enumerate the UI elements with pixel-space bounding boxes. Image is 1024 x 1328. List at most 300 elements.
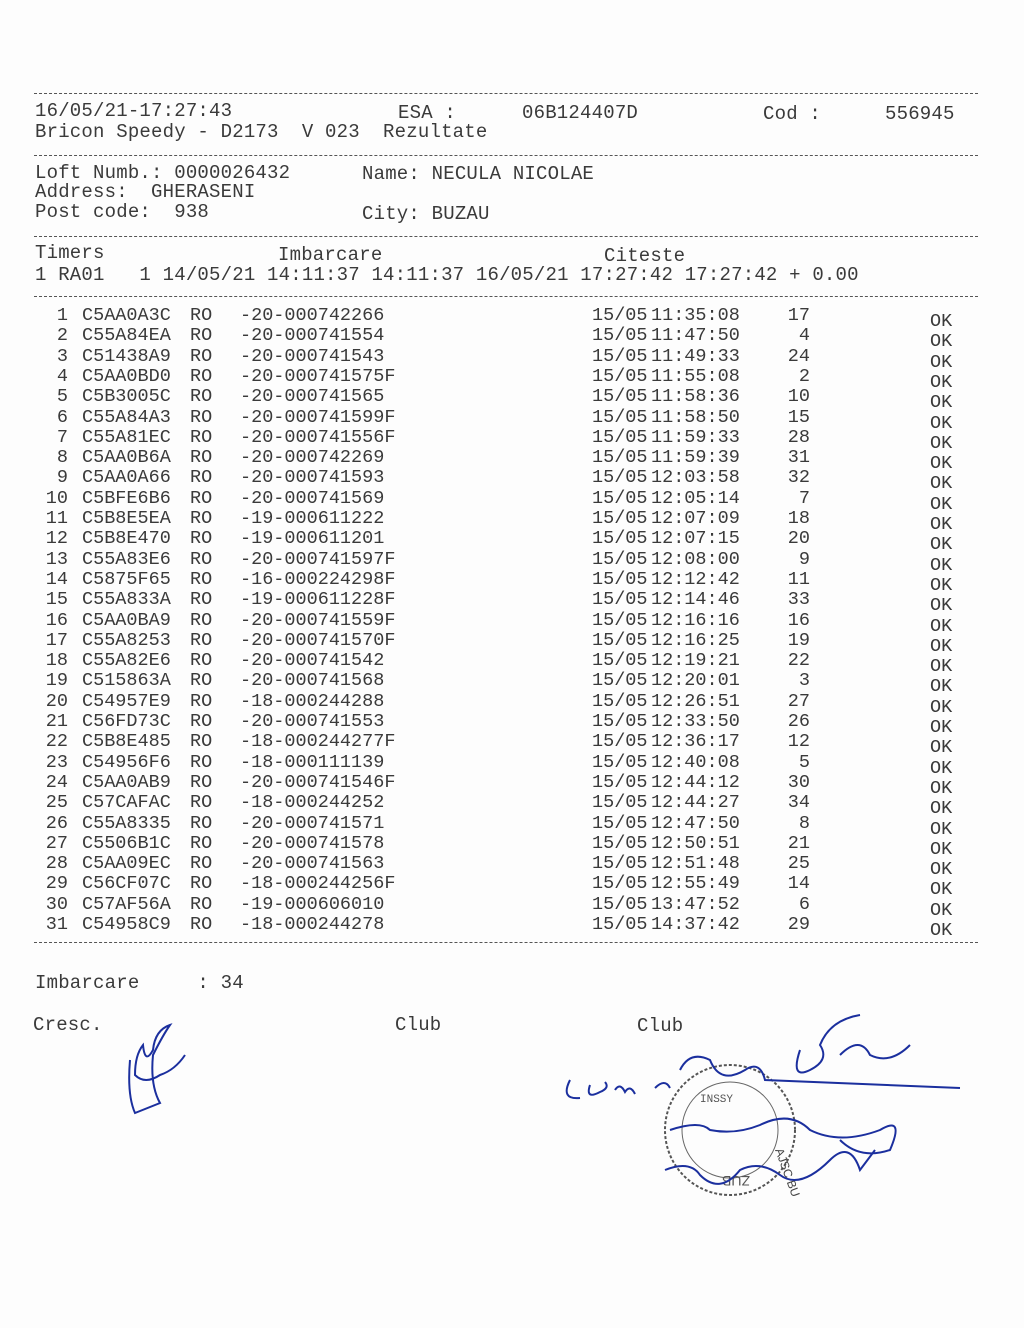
status: OK — [930, 818, 953, 840]
row-number: 26 — [45, 812, 68, 834]
basket-position: 34 — [787, 792, 810, 814]
table-row — [0, 568, 1024, 596]
cod-label: Cod : — [763, 103, 822, 125]
ring-chip-id: C55A833A — [82, 589, 171, 611]
ring-number: -20-000741575F — [240, 365, 396, 387]
ring-number: -18-000111139 — [240, 751, 385, 773]
arrival-date: 15/05 — [592, 528, 648, 550]
ring-number: -20-000741546F — [240, 771, 396, 793]
ring-chip-id: C5AA0BA9 — [82, 609, 171, 631]
divider — [34, 236, 978, 237]
ring-number: -16-000224298F — [240, 568, 396, 590]
country-code: RO — [190, 751, 213, 773]
esa-label: ESA : — [398, 102, 457, 124]
ring-number: -20-000741571 — [240, 812, 385, 834]
ring-number: -20-000742269 — [240, 447, 385, 469]
arrival-time: 12:14:46 — [651, 589, 740, 611]
arrival-date: 15/05 — [592, 812, 648, 834]
country-code: RO — [190, 406, 213, 428]
country-code: RO — [190, 487, 213, 509]
basket-position: 31 — [787, 447, 810, 469]
arrival-date: 15/05 — [592, 325, 648, 347]
basket-position: 3 — [798, 670, 810, 692]
ring-chip-id: C54957E9 — [82, 690, 171, 712]
status: OK — [930, 798, 953, 820]
country-code: RO — [190, 832, 213, 854]
row-number: 10 — [45, 487, 68, 509]
timer-line: 1 RA01 1 14/05/21 14:11:37 14:11:37 16/05/21 17:27:42 17:27:42 + 0.00 — [35, 264, 859, 286]
status: OK — [930, 656, 953, 678]
ring-number: -20-000741597F — [240, 548, 396, 570]
ring-number: -20-000741568 — [240, 670, 385, 692]
basket-position: 15 — [787, 406, 810, 428]
row-number: 27 — [45, 832, 68, 854]
arrival-time: 12:05:14 — [651, 487, 740, 509]
arrival-time: 11:35:08 — [651, 305, 740, 326]
basket-position: 18 — [787, 508, 810, 529]
status: OK — [930, 412, 953, 434]
ring-chip-id: C515863A — [82, 670, 171, 692]
arrival-time: 12:50:51 — [651, 832, 740, 854]
table-row — [0, 508, 1024, 535]
basket-position: 10 — [787, 386, 810, 408]
country-code: RO — [190, 629, 213, 651]
table-row — [0, 853, 1024, 881]
row-number: 30 — [45, 893, 68, 915]
ring-number: -19-000611228F — [240, 589, 396, 611]
status: OK — [930, 534, 953, 556]
basket-position: 26 — [787, 711, 810, 732]
divider — [34, 155, 978, 156]
arrival-date: 15/05 — [592, 386, 648, 408]
status: OK — [930, 554, 953, 576]
status: OK — [930, 311, 953, 332]
breeder-signature — [115, 1015, 195, 1125]
timers-header: Timers — [35, 242, 105, 264]
address: Address: GHERASENI — [35, 181, 256, 203]
arrival-date: 15/05 — [592, 751, 648, 773]
basket-position: 21 — [787, 832, 810, 854]
imbarcare-header: Imbarcare — [278, 244, 383, 266]
country-code: RO — [190, 548, 213, 570]
country-code: RO — [190, 812, 213, 834]
table-row — [0, 690, 1024, 718]
country-code: RO — [190, 467, 213, 489]
ring-number: -18-000244288 — [240, 690, 385, 712]
ring-chip-id: C56FD73C — [82, 711, 171, 732]
country-code: RO — [190, 386, 213, 408]
basket-position: 33 — [787, 589, 810, 611]
arrival-time: 12:08:00 — [651, 548, 740, 570]
arrival-date: 15/05 — [592, 832, 648, 854]
country-code: RO — [190, 690, 213, 712]
ring-chip-id: C5BFE6B6 — [82, 487, 171, 509]
ring-number: -20-000741578 — [240, 832, 385, 854]
table-row — [0, 873, 1024, 901]
arrival-time: 12:40:08 — [651, 751, 740, 773]
ring-chip-id: C55A83E6 — [82, 548, 171, 570]
arrival-date: 15/05 — [592, 690, 648, 712]
ring-number: -20-000741542 — [240, 650, 385, 672]
ring-chip-id: C5AA0A66 — [82, 467, 171, 489]
table-row — [0, 751, 1024, 779]
ring-number: -18-000244278 — [240, 914, 385, 935]
ring-chip-id: C5506B1C — [82, 832, 171, 854]
country-code: RO — [190, 305, 213, 326]
row-number: 23 — [45, 751, 68, 773]
ring-number: -19-000606010 — [240, 893, 385, 915]
ring-chip-id: C55A84A3 — [82, 406, 171, 428]
country-code: RO — [190, 771, 213, 793]
arrival-time: 12:44:12 — [651, 771, 740, 793]
status: OK — [930, 879, 953, 901]
table-row — [0, 426, 1024, 454]
status: OK — [930, 717, 953, 738]
cresc-label: Cresc. — [33, 1014, 103, 1036]
table-row — [0, 589, 1024, 617]
ring-chip-id: C5AA0AB9 — [82, 771, 171, 793]
table-row — [0, 609, 1024, 637]
country-code: RO — [190, 914, 213, 935]
arrival-time: 12:55:49 — [651, 873, 740, 895]
basket-position: 27 — [787, 690, 810, 712]
ring-chip-id: C55A8253 — [82, 629, 171, 651]
ring-number: -20-000741563 — [240, 853, 385, 875]
print-datetime: 16/05/21-17:27:43 — [35, 100, 233, 122]
svg-text:AJSC BU: AJSC BU — [772, 1146, 803, 1199]
cod-value: 556945 — [885, 103, 955, 125]
ring-number: -20-000741599F — [240, 406, 396, 428]
arrival-date: 15/05 — [592, 914, 648, 935]
table-row — [0, 386, 1024, 414]
basket-position: 32 — [787, 467, 810, 489]
country-code: RO — [190, 650, 213, 672]
arrival-time: 12:44:27 — [651, 792, 740, 814]
status: OK — [930, 473, 953, 495]
arrival-date: 15/05 — [592, 345, 648, 367]
table-row — [0, 914, 1024, 941]
stamp-text: INSSY — [700, 1094, 734, 1106]
ring-chip-id: C5875F65 — [82, 568, 171, 590]
ring-number: -20-000741559F — [240, 609, 396, 631]
basket-position: 11 — [787, 568, 810, 590]
country-code: RO — [190, 447, 213, 469]
ring-number: -20-000741570F — [240, 629, 396, 651]
row-number: 9 — [56, 467, 68, 489]
country-code: RO — [190, 711, 213, 732]
arrival-time: 12:16:25 — [651, 629, 740, 651]
arrival-time: 12:36:17 — [651, 731, 740, 753]
status: OK — [930, 493, 953, 515]
row-number: 21 — [45, 711, 68, 732]
arrival-time: 12:03:58 — [651, 467, 740, 489]
table-row — [0, 650, 1024, 678]
table-row — [0, 305, 1024, 332]
esa-value: 06B124407D — [522, 102, 639, 124]
status: OK — [930, 615, 953, 637]
row-number: 29 — [45, 873, 68, 895]
status: OK — [930, 859, 953, 881]
status: OK — [930, 574, 953, 596]
status: OK — [930, 635, 953, 657]
row-number: 22 — [45, 731, 68, 753]
arrival-time: 11:49:33 — [651, 345, 740, 367]
arrival-date: 15/05 — [592, 426, 648, 448]
arrival-date: 15/05 — [592, 508, 648, 529]
row-number: 25 — [45, 792, 68, 814]
country-code: RO — [190, 365, 213, 387]
ring-number: -20-000741593 — [240, 467, 385, 489]
club-label-2: Club — [637, 1015, 684, 1037]
arrival-date: 15/05 — [592, 771, 648, 793]
status: OK — [930, 676, 953, 698]
arrival-time: 12:07:15 — [651, 528, 740, 550]
arrival-date: 15/05 — [592, 467, 648, 489]
arrival-time: 12:07:09 — [651, 508, 740, 529]
arrival-time: 11:59:39 — [651, 447, 740, 469]
basket-position: 2 — [798, 365, 810, 387]
table-row — [0, 812, 1024, 840]
ring-chip-id: C51438A9 — [82, 345, 171, 367]
ring-number: -20-000741553 — [240, 711, 385, 732]
country-code: RO — [190, 731, 213, 753]
row-number: 8 — [56, 447, 68, 469]
row-number: 20 — [45, 690, 68, 712]
table-row — [0, 325, 1024, 353]
ring-number: -19-000611222 — [240, 508, 385, 529]
arrival-time: 12:47:50 — [651, 812, 740, 834]
ring-chip-id: C57AF56A — [82, 893, 171, 915]
basket-position: 28 — [787, 426, 810, 448]
country-code: RO — [190, 873, 213, 895]
arrival-date: 15/05 — [592, 406, 648, 428]
status: OK — [930, 371, 953, 393]
status: OK — [930, 899, 953, 921]
ring-chip-id: C5AA0BD0 — [82, 365, 171, 387]
arrival-time: 12:51:48 — [651, 853, 740, 875]
table-row — [0, 893, 1024, 921]
divider — [34, 296, 978, 297]
ring-number: -18-000244252 — [240, 792, 385, 814]
arrival-time: 11:59:33 — [651, 426, 740, 448]
country-code: RO — [190, 670, 213, 692]
table-row — [0, 467, 1024, 495]
arrival-date: 15/05 — [592, 731, 648, 753]
ring-number: -20-000741543 — [240, 345, 385, 367]
basket-position: 6 — [798, 893, 810, 915]
table-row — [0, 731, 1024, 759]
city: City: BUZAU — [362, 203, 490, 225]
basket-position: 19 — [787, 629, 810, 651]
status: OK — [930, 595, 953, 617]
row-number: 17 — [45, 629, 68, 651]
country-code: RO — [190, 589, 213, 611]
row-number: 12 — [45, 528, 68, 550]
table-row — [0, 711, 1024, 738]
ring-chip-id: C57CAFAC — [82, 792, 171, 814]
table-row — [0, 528, 1024, 556]
basket-position: 25 — [787, 853, 810, 875]
ring-chip-id: C54956F6 — [82, 751, 171, 773]
row-number: 7 — [56, 426, 68, 448]
basket-position: 24 — [787, 345, 810, 367]
country-code: RO — [190, 893, 213, 915]
basket-position: 22 — [787, 650, 810, 672]
row-number: 14 — [45, 568, 68, 590]
basket-position: 29 — [787, 914, 810, 935]
ring-number: -19-000611201 — [240, 528, 385, 550]
table-row — [0, 548, 1024, 576]
arrival-date: 15/05 — [592, 670, 648, 692]
table-row — [0, 792, 1024, 820]
status: OK — [930, 696, 953, 718]
arrival-time: 12:12:42 — [651, 568, 740, 590]
citeste-header: Citeste — [604, 245, 686, 267]
status: OK — [930, 737, 953, 759]
basket-position: 8 — [798, 812, 810, 834]
country-code: RO — [190, 792, 213, 814]
loft-number: Loft Numb.: 0000026432 — [35, 162, 291, 184]
arrival-time: 12:19:21 — [651, 650, 740, 672]
country-code: RO — [190, 528, 213, 550]
ring-chip-id: C5B8E470 — [82, 528, 171, 550]
country-code: RO — [190, 508, 213, 529]
row-number: 6 — [56, 406, 68, 428]
arrival-date: 15/05 — [592, 589, 648, 611]
divider — [34, 942, 978, 943]
arrival-time: 12:26:51 — [651, 690, 740, 712]
row-number: 1 — [56, 305, 68, 326]
country-code: RO — [190, 345, 213, 367]
basket-position: 14 — [787, 873, 810, 895]
ring-number: -20-000741554 — [240, 325, 385, 347]
ring-chip-id: C55A81EC — [82, 426, 171, 448]
arrival-time: 11:47:50 — [651, 325, 740, 347]
arrival-time: 11:58:50 — [651, 406, 740, 428]
table-row — [0, 487, 1024, 515]
table-row — [0, 832, 1024, 860]
basket-position: 12 — [787, 731, 810, 753]
ring-number: -20-000741565 — [240, 386, 385, 408]
status: OK — [930, 351, 953, 373]
row-number: 18 — [45, 650, 68, 672]
arrival-date: 15/05 — [592, 873, 648, 895]
row-number: 31 — [45, 914, 68, 935]
device-info: Bricon Speedy - D2173 V 023 Rezultate — [35, 121, 488, 143]
fancier-name: Name: NECULA NICOLAE — [362, 163, 595, 185]
arrival-date: 15/05 — [592, 711, 648, 732]
ring-number: -18-000244256F — [240, 873, 396, 895]
ring-chip-id: C55A82E6 — [82, 650, 171, 672]
ring-chip-id: C5B8E485 — [82, 731, 171, 753]
status: OK — [930, 838, 953, 860]
ring-number: -20-000741556F — [240, 426, 396, 448]
country-code: RO — [190, 853, 213, 875]
country-code: RO — [190, 325, 213, 347]
status: OK — [930, 331, 953, 353]
status: OK — [930, 514, 953, 535]
row-number: 5 — [56, 386, 68, 408]
row-number: 16 — [45, 609, 68, 631]
club-label-1: Club — [395, 1014, 442, 1036]
ring-chip-id: C54958C9 — [82, 914, 171, 935]
row-number: 13 — [45, 548, 68, 570]
ring-chip-id: C55A84EA — [82, 325, 171, 347]
row-number: 2 — [56, 325, 68, 347]
basket-position: 5 — [798, 751, 810, 773]
status: OK — [930, 392, 953, 414]
row-number: 4 — [56, 365, 68, 387]
row-number: 24 — [45, 771, 68, 793]
ring-number: -20-000742266 — [240, 305, 385, 326]
ring-chip-id: C5AA09EC — [82, 853, 171, 875]
arrival-date: 15/05 — [592, 792, 648, 814]
arrival-date: 15/05 — [592, 447, 648, 469]
basket-position: 9 — [798, 548, 810, 570]
ring-number: -20-000741569 — [240, 487, 385, 509]
arrival-time: 11:55:08 — [651, 365, 740, 387]
status: OK — [930, 453, 953, 475]
ring-chip-id: C5B8E5EA — [82, 508, 171, 529]
ring-chip-id: C55A8335 — [82, 812, 171, 834]
row-number: 3 — [56, 345, 68, 367]
table-row — [0, 771, 1024, 799]
svg-text:ZUB: ZUB — [722, 1173, 750, 1189]
arrival-date: 15/05 — [592, 487, 648, 509]
post-code: Post code: 938 — [35, 201, 210, 223]
divider — [34, 93, 978, 94]
arrival-time: 13:47:52 — [651, 893, 740, 915]
basket-position: 30 — [787, 771, 810, 793]
table-row — [0, 365, 1024, 393]
arrival-date: 15/05 — [592, 853, 648, 875]
table-row — [0, 406, 1024, 434]
row-number: 19 — [45, 670, 68, 692]
basket-position: 20 — [787, 528, 810, 550]
arrival-date: 15/05 — [592, 365, 648, 387]
arrival-time: 12:33:50 — [651, 711, 740, 732]
arrival-date: 15/05 — [592, 609, 648, 631]
ring-chip-id: C5B3005C — [82, 386, 171, 408]
basket-position: 4 — [798, 325, 810, 347]
arrival-date: 15/05 — [592, 305, 648, 326]
ring-chip-id: C5AA0A3C — [82, 305, 171, 326]
row-number: 11 — [45, 508, 68, 529]
country-code: RO — [190, 426, 213, 448]
ring-number: -18-000244277F — [240, 731, 396, 753]
arrival-time: 12:20:01 — [651, 670, 740, 692]
country-code: RO — [190, 568, 213, 590]
status: OK — [930, 432, 953, 454]
country-code: RO — [190, 609, 213, 631]
table-row — [0, 447, 1024, 475]
imbarcare-total: Imbarcare : 34 — [35, 972, 244, 994]
row-number: 15 — [45, 589, 68, 611]
row-number: 28 — [45, 853, 68, 875]
arrival-date: 15/05 — [592, 629, 648, 651]
status: OK — [930, 920, 953, 941]
arrival-date: 15/05 — [592, 650, 648, 672]
basket-position: 7 — [798, 487, 810, 509]
basket-position: 17 — [787, 305, 810, 326]
ring-chip-id: C5AA0B6A — [82, 447, 171, 469]
status: OK — [930, 757, 953, 779]
ring-chip-id: C56CF07C — [82, 873, 171, 895]
club-stamp-and-signatures — [560, 1010, 980, 1210]
status: OK — [930, 777, 953, 799]
arrival-date: 15/05 — [592, 568, 648, 590]
table-row — [0, 629, 1024, 657]
